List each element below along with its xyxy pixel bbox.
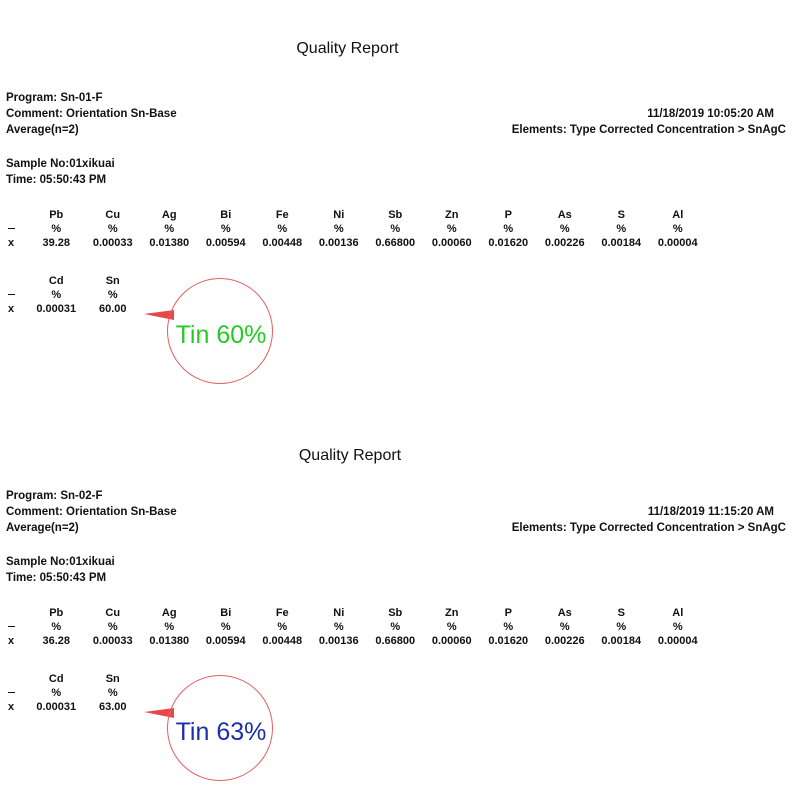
element-symbol: Al bbox=[672, 607, 684, 619]
unit-cell: % bbox=[220, 223, 231, 235]
unit-cell: % bbox=[503, 223, 514, 235]
x-mean-label: x bbox=[8, 237, 15, 249]
element-value: 63.00 bbox=[98, 701, 127, 713]
tin-callout-circle bbox=[167, 278, 273, 384]
sample-label: Sample No:01xikuai bbox=[6, 158, 115, 170]
element-symbol: Ni bbox=[333, 209, 345, 221]
tin-callout-text: Tin 60% bbox=[175, 321, 267, 349]
report-title: Quality Report bbox=[296, 40, 399, 57]
unit-cell: % bbox=[559, 223, 570, 235]
time-label: Time: 05:50:43 PM bbox=[6, 174, 107, 186]
element-value: 0.00184 bbox=[601, 635, 642, 647]
unit-cell: % bbox=[390, 621, 401, 633]
unit-cell: % bbox=[390, 223, 401, 235]
xbar-overline bbox=[8, 294, 15, 295]
element-symbol: Bi bbox=[220, 209, 232, 221]
xbar-cell bbox=[0, 288, 28, 302]
xbar-overline bbox=[8, 228, 15, 229]
element-value: 0.00136 bbox=[318, 237, 359, 249]
element-symbol: As bbox=[557, 209, 572, 221]
unit-cell: % bbox=[559, 621, 570, 633]
xbar-cell bbox=[0, 672, 28, 686]
unit-cell: % bbox=[333, 223, 344, 235]
program-label: Program: Sn-01-F bbox=[6, 92, 103, 104]
element-header-row bbox=[0, 606, 706, 620]
element-symbol: Sb bbox=[388, 607, 403, 619]
element-value: 0.00448 bbox=[262, 237, 303, 249]
elements-label: Elements: Type Corrected Concentration > SnAgC bbox=[511, 124, 786, 136]
report-datetime: 11/18/2019 10:05:20 AM bbox=[647, 108, 774, 120]
unit-row bbox=[0, 288, 141, 302]
sample-label: Sample No:01xikuai bbox=[6, 556, 115, 568]
element-value: 0.01380 bbox=[149, 237, 190, 249]
element-value: 0.66800 bbox=[375, 635, 416, 647]
unit-cell: % bbox=[616, 223, 627, 235]
element-value: 0.00004 bbox=[657, 635, 698, 647]
unit-cell: % bbox=[333, 621, 344, 633]
element-value: 0.00031 bbox=[36, 303, 77, 315]
unit-cell: % bbox=[107, 223, 118, 235]
x-mean-label: x bbox=[8, 635, 15, 647]
element-table-row1 bbox=[0, 606, 706, 648]
element-value: 36.28 bbox=[42, 635, 71, 647]
element-symbol: Sb bbox=[388, 209, 403, 221]
unit-cell: % bbox=[107, 289, 118, 301]
element-symbol: Fe bbox=[275, 607, 289, 619]
report-datetime: 11/18/2019 11:15:20 AM bbox=[647, 506, 774, 518]
element-value: 0.00060 bbox=[431, 237, 472, 249]
time-label: Time: 05:50:43 PM bbox=[6, 572, 107, 584]
report-title: Quality Report bbox=[298, 447, 402, 464]
element-value: 0.00226 bbox=[544, 635, 585, 647]
unit-row bbox=[0, 620, 706, 634]
unit-cell: % bbox=[672, 621, 683, 633]
element-symbol: Zn bbox=[445, 209, 459, 221]
comment-label: Comment: Orientation Sn-Base bbox=[6, 108, 177, 120]
value-row bbox=[0, 634, 706, 648]
element-symbol: Ag bbox=[161, 209, 177, 221]
xbar-overline bbox=[8, 692, 15, 693]
element-table-row2 bbox=[0, 672, 141, 714]
element-symbol: Sn bbox=[105, 275, 120, 287]
xbar-cell bbox=[0, 274, 28, 288]
tin-callout-text: Tin 63% bbox=[175, 718, 267, 746]
tin-callout-circle bbox=[167, 675, 273, 781]
element-symbol: Al bbox=[672, 209, 684, 221]
element-symbol: P bbox=[504, 209, 512, 221]
element-symbol: Cd bbox=[48, 673, 64, 685]
quality-report-2 bbox=[0, 407, 800, 807]
element-value: 0.00004 bbox=[657, 237, 698, 249]
element-symbol: Pb bbox=[49, 607, 64, 619]
element-symbol: Cu bbox=[105, 607, 121, 619]
element-value: 0.00448 bbox=[262, 635, 303, 647]
unit-cell: % bbox=[107, 621, 118, 633]
unit-cell: % bbox=[277, 621, 288, 633]
xbar-overline bbox=[8, 626, 15, 627]
unit-cell: % bbox=[220, 621, 231, 633]
element-symbol: Zn bbox=[445, 607, 459, 619]
element-header-row bbox=[0, 672, 141, 686]
unit-cell: % bbox=[51, 621, 62, 633]
element-symbol: Sn bbox=[105, 673, 120, 685]
element-symbol: S bbox=[617, 209, 625, 221]
unit-cell: % bbox=[672, 223, 683, 235]
x-mean-label: x bbox=[8, 303, 15, 315]
element-value: 0.01620 bbox=[488, 635, 529, 647]
program-label: Program: Sn-02-F bbox=[6, 490, 103, 502]
unit-cell: % bbox=[446, 223, 457, 235]
unit-cell: % bbox=[446, 621, 457, 633]
average-label: Average(n=2) bbox=[6, 124, 79, 136]
average-label: Average(n=2) bbox=[6, 522, 79, 534]
element-header-row bbox=[0, 274, 141, 288]
element-value: 0.00594 bbox=[205, 237, 246, 249]
element-symbol: Cd bbox=[48, 275, 64, 287]
unit-cell: % bbox=[51, 687, 62, 699]
element-value: 0.01380 bbox=[149, 635, 190, 647]
value-row bbox=[0, 302, 141, 316]
element-symbol: Ni bbox=[333, 607, 345, 619]
element-symbol: Cu bbox=[105, 209, 121, 221]
elements-label: Elements: Type Corrected Concentration > SnAgC bbox=[511, 522, 786, 534]
element-value: 60.00 bbox=[98, 303, 127, 315]
element-value: 0.00594 bbox=[205, 635, 246, 647]
unit-cell: % bbox=[164, 223, 175, 235]
element-symbol: Bi bbox=[220, 607, 232, 619]
xbar-cell bbox=[0, 620, 28, 634]
unit-cell: % bbox=[107, 687, 118, 699]
xbar-cell bbox=[0, 222, 28, 236]
xbar-cell bbox=[0, 606, 28, 620]
element-value: 39.28 bbox=[42, 237, 71, 249]
element-table-row1 bbox=[0, 208, 706, 250]
element-value: 0.00033 bbox=[92, 237, 133, 249]
unit-cell: % bbox=[51, 289, 62, 301]
element-header-row bbox=[0, 208, 706, 222]
element-value: 0.01620 bbox=[488, 237, 529, 249]
unit-cell: % bbox=[503, 621, 514, 633]
element-value: 0.00226 bbox=[544, 237, 585, 249]
element-value: 0.00033 bbox=[92, 635, 133, 647]
x-mean-label: x bbox=[8, 701, 15, 713]
element-value: 0.00031 bbox=[36, 701, 77, 713]
xbar-cell bbox=[0, 686, 28, 700]
unit-cell: % bbox=[616, 621, 627, 633]
unit-cell: % bbox=[51, 223, 62, 235]
xbar-cell bbox=[0, 208, 28, 222]
unit-cell: % bbox=[277, 223, 288, 235]
unit-row bbox=[0, 222, 706, 236]
element-value: 0.66800 bbox=[375, 237, 416, 249]
element-value: 0.00184 bbox=[601, 237, 642, 249]
element-symbol: P bbox=[504, 607, 512, 619]
element-value: 0.00060 bbox=[431, 635, 472, 647]
value-row bbox=[0, 236, 706, 250]
comment-label: Comment: Orientation Sn-Base bbox=[6, 506, 177, 518]
element-symbol: Pb bbox=[49, 209, 64, 221]
element-symbol: As bbox=[557, 607, 572, 619]
element-symbol: S bbox=[617, 607, 625, 619]
element-symbol: Fe bbox=[275, 209, 289, 221]
element-symbol: Ag bbox=[161, 607, 177, 619]
unit-cell: % bbox=[164, 621, 175, 633]
quality-report-1 bbox=[0, 0, 800, 400]
element-table-row2 bbox=[0, 274, 141, 316]
value-row bbox=[0, 700, 141, 714]
element-value: 0.00136 bbox=[318, 635, 359, 647]
unit-row bbox=[0, 686, 141, 700]
